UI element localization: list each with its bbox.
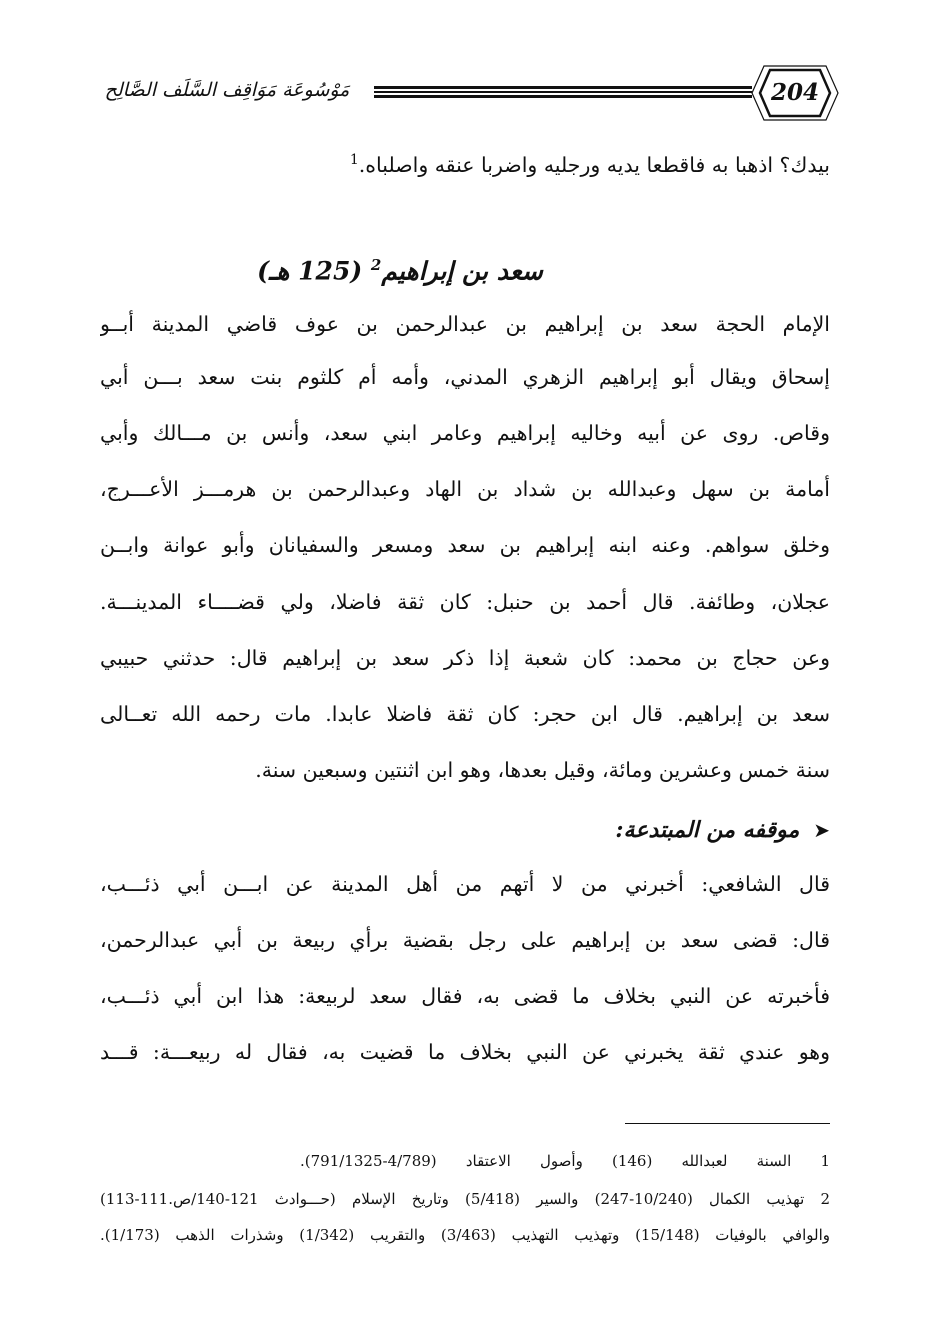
bio-line: سعد بن إبراهيم. قال ابن حجر: كان ثقة فاضلا عابدا. مات رحمه الله تعــالى — [100, 702, 830, 726]
bio-line: وقاص. روى عن أبيه وخاليه إبراهيم وعامر ابني سعد، وأنس بن مـــالك وأبي — [100, 421, 830, 445]
heading-year: (125 هـ) — [257, 256, 363, 286]
bio-line: وخلق سواهم. وعنه ابنه إبراهيم بن سعد ومسعر والسفيانان وأبو عوانة وابــن — [100, 533, 830, 557]
page-header — [82, 62, 836, 132]
subheading-text: موقفه من المبتدعة: — [615, 817, 800, 843]
page-number-badge — [750, 62, 840, 124]
footnote-marker-2: 2 — [370, 256, 382, 274]
bio-line: إسحاق ويقال أبو إبراهيم الزهري المدني، وأمه أم كلثوم بنت سعد بـــن أبي — [100, 365, 830, 389]
bio-line: الإمام الحجة سعد بن إبراهيم بن عبدالرحمن بن عوف قاضي المدينة أبــو — [100, 312, 830, 336]
page-number: 204 — [770, 79, 819, 106]
continued-text-line: بيدك؟ اذهبا به فاقطعا يديه ورجليه واضربا عنقه واصلباه.$^1$ — [349, 152, 830, 177]
running-title: مَوْسُوعَة مَوَاقِف السَّلَف الصَّالِح — [104, 79, 350, 101]
footnote-2-continued: والوافي بالوفيات (15/148) وتهذيب التهذيب (3/463) والتقريب (1/342) وشذرات الذهب (1/173). — [100, 1226, 830, 1244]
footnote-1: 1 السنة لعبدالله (146) وأصول الاعتقاد (4/789-791/1325). — [300, 1152, 830, 1170]
stance-line: قال الشافعي: أخبرني من لا أتهم من أهل المدينة عن ابـــن أبي ذئـــب، — [100, 872, 830, 896]
arrowhead-bullet-icon: ➤ — [813, 818, 830, 842]
bio-line: وعن حجاج بن محمد: كان شعبة إذا ذكر سعد بن إبراهيم قال: حدثني حبيبي — [100, 646, 830, 670]
footnote-2: 2 تهذيب الكمال (10/240-247) والسير (5/418) وتاريخ الإسلام (حـــوادث 121-140/ص.111-113) — [100, 1190, 830, 1208]
bio-line: أمامة بن سهل وعبدالله بن شداد بن الهاد وعبدالرحمن بن هرمـــز الأعـــرج، — [100, 477, 830, 501]
subheading — [540, 810, 830, 850]
stance-line: فأخبرته عن النبي بخلاف ما قضى به، فقال سعد لربيعة: هذا ابن أبي ذئـــب، — [100, 984, 830, 1008]
header-rule — [374, 86, 752, 100]
heading-name: سعد بن إبراهيم — [381, 256, 543, 286]
bio-line: عجلان، وطائفة. قال أحمد بن حنبل: كان ثقة فاضلا، ولي قضــــاء المدينـــة. — [100, 590, 830, 614]
stance-line: قال: قضى سعد بن إبراهيم على رجل بقضية برأي ربيعة بن أبي عبدالرحمن، — [100, 928, 830, 952]
stance-line: وهو عندي ثقة يخبرني عن النبي بخلاف ما قضيت به، فقال له ربيعـــة: قـــد — [100, 1040, 830, 1064]
footnote-marker-1: 1 — [349, 152, 359, 168]
footnote-separator — [625, 1123, 830, 1124]
bio-line: سنة خمس وعشرين ومائة، وقيل بعدها، وهو ابن اثنتين وسبعين سنة. — [255, 758, 830, 782]
section-heading — [200, 240, 600, 290]
